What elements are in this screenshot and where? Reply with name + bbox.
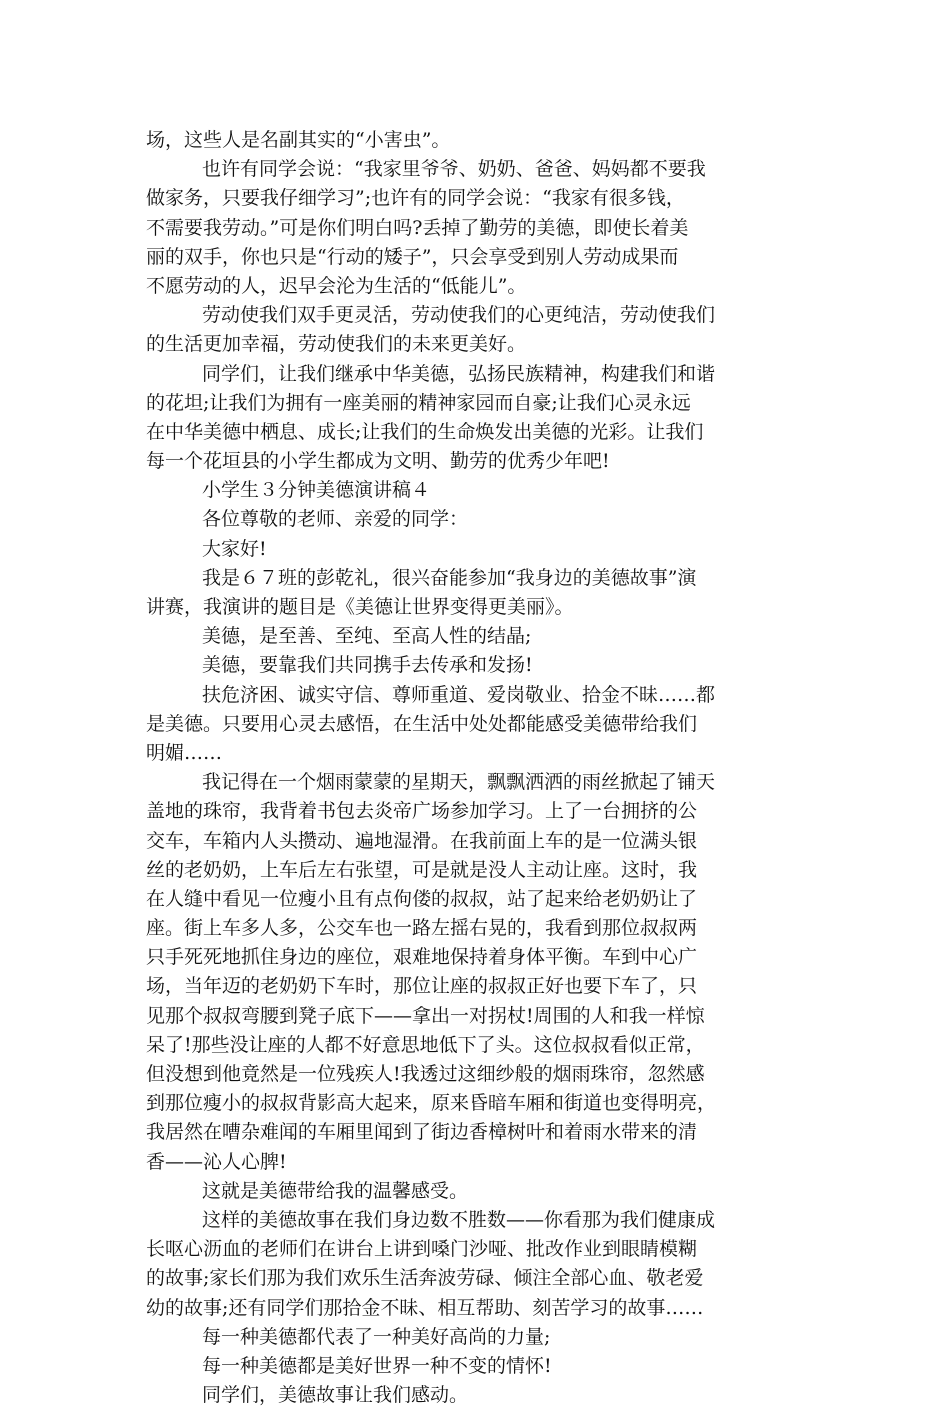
- text-line: 扶危济困、诚实守信、尊师重道、爱岗敬业、拾金不昧……都: [202, 683, 716, 706]
- text-line: 长呕心沥血的老师们在讲台上讲到嗓门沙哑、批改作业到眼睛模糊: [146, 1238, 698, 1261]
- text-line: 盖地的珠帘，我背着书包去炎帝广场参加学习。上了一台拥挤的公: [146, 800, 698, 823]
- text-line: 见那个叔叔弯腰到凳子底下——拿出一对拐杖!周围的人和我一样惊: [146, 1004, 705, 1027]
- text-line: 每一个花垣县的小学生都成为文明、勤劳的优秀少年吧!: [146, 450, 610, 473]
- text-line: 美德，是至善、至纯、至高人性的结晶;: [202, 625, 532, 648]
- text-line: 在中华美德中栖息、成长;让我们的生命焕发出美德的光彩。让我们: [146, 420, 704, 443]
- text-line: 这就是美德带给我的温馨感受。: [202, 1179, 469, 1202]
- text-line: 不愿劳动的人，迟早会沦为生活的“低能儿”。: [146, 274, 527, 297]
- text-line: 是美德。只要用心灵去感悟，在生活中处处都能感受美德带给我们: [146, 712, 698, 735]
- text-line: 美德，要靠我们共同携手去传承和发扬!: [202, 654, 533, 677]
- document-body: [146, 126, 814, 1410]
- text-line: 的故事;家长们那为我们欢乐生活奔波劳碌、倾注全部心血、敬老爱: [146, 1267, 704, 1290]
- text-line: 做家务，只要我仔细学习”;也许有的同学会说：“我家有很多钱，: [146, 187, 685, 210]
- text-line: 这样的美德故事在我们身边数不胜数——你看那为我们健康成: [202, 1208, 716, 1231]
- text-line: 但没想到他竟然是一位残疾人!我透过这细纱般的烟雨珠帘，忽然感: [146, 1063, 705, 1085]
- text-line: 小学生３分钟美德演讲稿４: [202, 479, 431, 502]
- text-line: 场，这些人是名副其实的“小害虫”。: [146, 129, 451, 151]
- text-line: 劳动使我们双手更灵活，劳动使我们的心更纯洁，劳动使我们: [202, 304, 716, 327]
- text-line: 不需要我劳动。”可是你们明白吗?丢掉了勤劳的美德，即使长着美: [146, 216, 689, 239]
- text-line: 的生活更加幸福，劳动使我们的未来更美好。: [146, 333, 527, 356]
- text-line: 场，当年迈的老奶奶下车时，那位让座的叔叔正好也要下车了，只: [146, 975, 698, 998]
- text-line: 交车，车箱内人头攒动、遍地湿滑。在我前面上车的是一位满头银: [146, 829, 698, 852]
- text-line: 我是６７班的彭乾礼，很兴奋能参加“我身边的美德故事”演: [202, 566, 697, 589]
- text-line: 呆了!那些没让座的人都不好意思地低下了头。这位叔叔看似正常，: [146, 1033, 705, 1056]
- text-line: 同学们，让我们继承中华美德，弘扬民族精神，构建我们和谐: [202, 362, 716, 385]
- text-line: 只手死死地抓住身边的座位，艰难地保持着身体平衡。车到中心广: [146, 946, 698, 969]
- text-line: 香——沁人心脾!: [146, 1150, 287, 1173]
- text-line: 大家好!: [202, 537, 267, 560]
- text-line: 我居然在嘈杂难闻的车厢里闻到了街边香樟树叶和着雨水带来的清: [146, 1121, 698, 1144]
- text-line: 讲赛，我演讲的题目是《美德让世界变得更美丽》。: [146, 596, 574, 618]
- text-line: 幼的故事;还有同学们那拾金不昧、相互帮助、刻苦学习的故事……: [146, 1296, 704, 1319]
- text-line: 我记得在一个烟雨蒙蒙的星期天，飘飘洒洒的雨丝掀起了铺天: [202, 771, 716, 794]
- text-line: 每一种美德都代表了一种美好高尚的力量;: [202, 1325, 551, 1348]
- text-line: 也许有同学会说：“我家里爷爷、奶奶、爸爸、妈妈都不要我: [202, 158, 706, 181]
- text-line: 到那位瘦小的叔叔背影高大起来，原来昏暗车厢和街道也变得明亮，: [146, 1092, 717, 1115]
- text-line: 座。街上车多人多，公交车也一路左摇右晃的，我看到那位叔叔两: [146, 917, 698, 940]
- text-line: 同学们，美德故事让我们感动。: [202, 1384, 469, 1407]
- text-line: 的花坦;让我们为拥有一座美丽的精神家园而自豪;让我们心灵永远: [146, 391, 691, 414]
- text-line: 在人缝中看见一位瘦小且有点佝偻的叔叔，站了起来给老奶奶让了: [146, 887, 698, 910]
- text-line: 各位尊敬的老师、亲爱的同学：: [202, 508, 469, 531]
- text-line: 丝的老奶奶，上车后左右张望，可是就是没人主动让座。这时，我: [146, 858, 698, 881]
- text-line: 每一种美德都是美好世界一种不变的情怀!: [202, 1354, 552, 1377]
- text-line: 明媚……: [146, 741, 223, 764]
- text-line: 丽的双手，你也只是“行动的矮子”，只会享受到别人劳动成果而: [146, 245, 679, 268]
